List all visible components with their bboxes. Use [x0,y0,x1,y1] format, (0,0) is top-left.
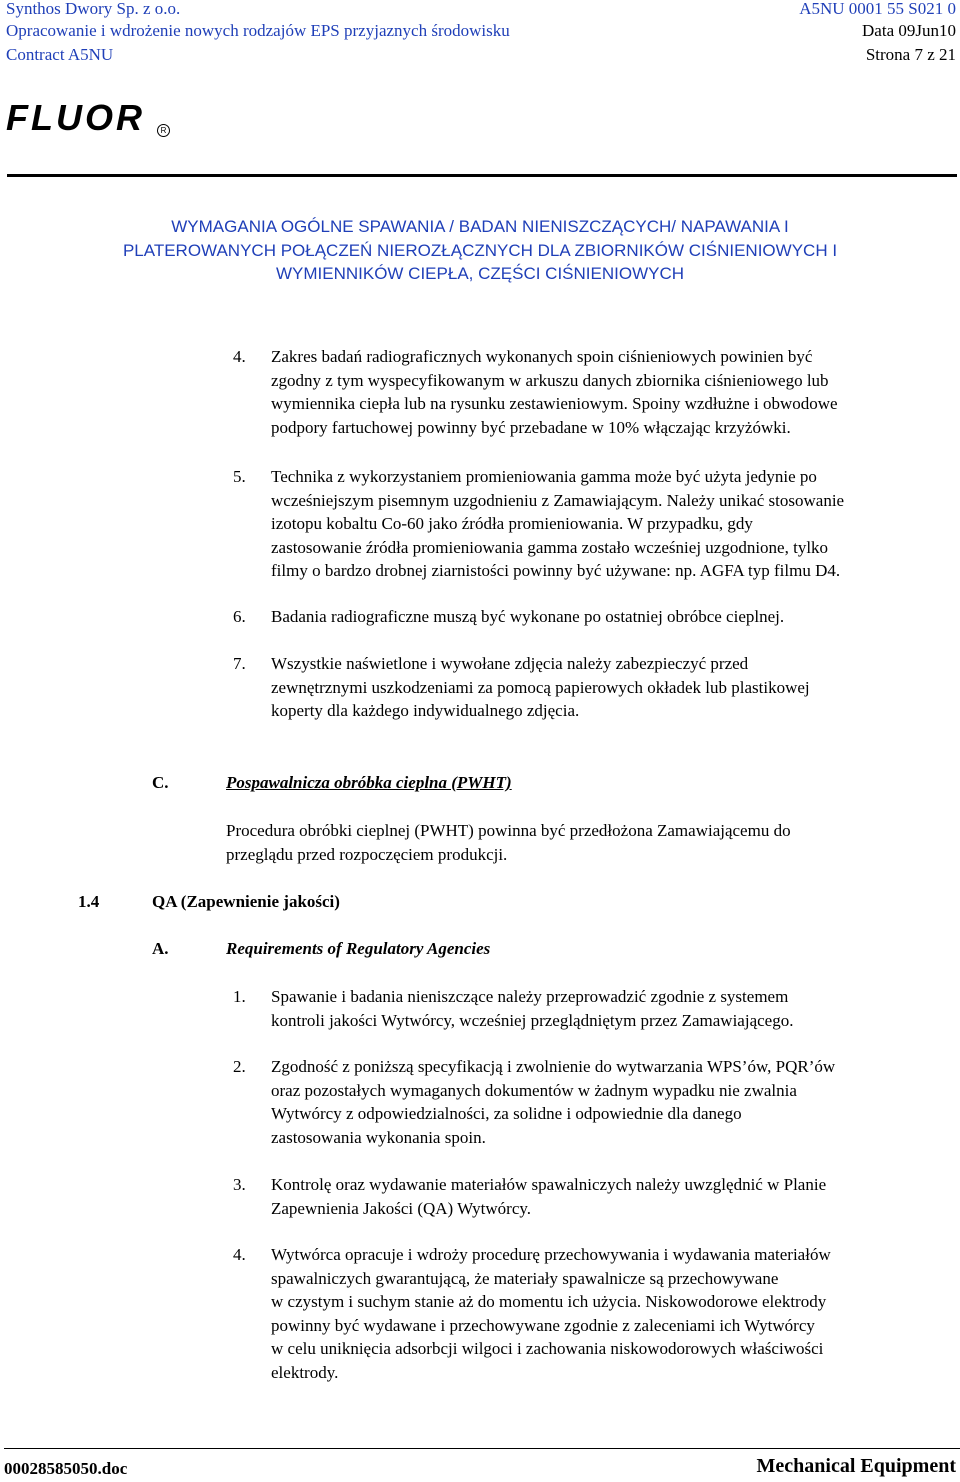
list-item-text-line: Kontrolę oraz wydawanie materiałów spawalniczych należy uwzględnić w Planie [271,1175,827,1194]
section-a-letter: A. [152,939,169,958]
list-item-text-line: podpory fartuchowej powinny być przebadane w 10% włączając krzyżówki. [271,417,791,437]
section-c-letter: C. [152,773,169,792]
list-item-text-line: Spawanie i badania nieniszczące należy przeprowadzić zgodnie z systemem [271,987,789,1006]
list-item-text-line: izotopu kobaltu Co-60 jako źródła promieniowania. W przypadku, gdy [271,514,753,533]
header-project: Opracowanie i wdrożenie nowych rodzajów EPS przyjaznych środowisku [6,21,510,40]
section-c-heading: Pospawalnicza obróbka cieplna (PWHT) [226,773,512,792]
list-item-text-line: zastosowania wykonania spoin. [271,1127,486,1147]
list-item-text-line: zastosowanie źródła promieniowania gamma zostało wcześniej uzgodnione, tylko [271,537,829,557]
list-item-text-line: spawalniczych gwarantującą, że materiały spawalnicze są przechowywane [271,1268,779,1288]
section-c-text-line2: przeglądu przed rozpoczęciem produkcji. [226,845,508,864]
section-1-4-number: 1.4 [78,892,100,911]
header-date: Data 09Jun10 [862,21,956,40]
list-item-text-line: Technika z wykorzystaniem promieniowania gamma może być użyta jedynie po [271,467,817,486]
list-item-number: 4. [233,347,246,366]
document-title-line2: PLATEROWANYCH POŁĄCZEŃ NIEROZŁĄCZNYCH DLA ZBIORNIKÓW CIŚNIENIOWYCH I [122,241,838,260]
fluor-logo: FLUOR [6,97,145,138]
section-c-text-line1: Procedura obróbki cieplnej (PWHT) powinna być przedłożona Zamawiającemu do [226,821,791,840]
list-item-text-line: Wytwórca opracuje i wdroży procedurę przechowywania i wydawania materiałów [271,1245,831,1264]
list-item-text-line: wymiennika ciepła lub na rysunku zestawieniowym. Spoiny wzdłużne i obwodowe [271,394,838,413]
list-item-text-line: wcześniejszym pisemnym uzgodnieniu z Zamawiającym. Należy unikać stosowanie [271,490,845,510]
header-company: Synthos Dwory Sp. z o.o. [6,0,181,18]
list-item-text-line: elektrody. [271,1362,339,1382]
header-divider [7,174,957,177]
header-contract: Contract A5NU [6,45,114,64]
list-item-number: 2. [233,1057,246,1076]
list-item-text-line: w czystym i suchym stanie aż do momentu ich użycia. Niskowodorowe elektrody [271,1292,827,1311]
list-item-text-line: Zakres badań radiograficznych wykonanych spoin ciśnieniowych powinien być [271,347,813,366]
document-title-line3: WYMIENNIKÓW CIEPŁA, CZĘŚCI CIŚNIENIOWYCH [275,264,685,283]
header-page: Strona 7 z 21 [865,45,956,64]
list-item-number: 4. [233,1245,246,1264]
list-item-text-line: Badania radiograficzne muszą być wykonane po ostatniej obróbce cieplnej. [271,607,785,626]
list-item-text-line: Zgodność z poniższą specyfikacją i zwolnienie do wytwarzania WPS’ów, PQR’ów [271,1057,836,1076]
footer-divider [4,1448,960,1449]
registered-mark-icon: R [157,124,170,137]
list-item-text-line: zewnętrznymi uszkodzeniami za pomocą papierowych okładek lub plastikowej [271,677,810,697]
list-item-text-line: Wszystkie naświetlone i wywołane zdjęcia należy zabezpieczyć przed [271,654,749,673]
document-title-line1: WYMAGANIA OGÓLNE SPAWANIA / BADAN NIENISZCZĄCYCH/ NAPAWANIA I [171,217,789,236]
list-item-text-line: filmy o bardzo drobnej ziarnistości powinny być używane: np. AGFA typ filmu D4. [271,561,841,580]
list-item-text-line: powinny być wydawane i przechowywane zgodnie z zaleceniami ich Wytwórcy [271,1315,815,1335]
list-item-text-line: w celu uniknięcia adsorbcji wilgoci i zachowania niskowodorowych właściwości [271,1339,824,1358]
list-item-text-line: oraz pozostałych wymaganych dokumentów w żadnym wypadku nie zwalnia [271,1080,797,1100]
list-item-number: 7. [233,654,246,673]
section-a-heading: Requirements of Regulatory Agencies [226,939,491,958]
list-item-number: 6. [233,607,246,626]
section-1-4-heading: QA (Zapewnienie jakości) [152,892,340,911]
list-item-text-line: kontroli jakości Wytwórcy, wcześniej przeglądniętym przez Zamawiającego. [271,1010,794,1030]
list-item-text-line: Zapewnienia Jakości (QA) Wytwórcy. [271,1198,532,1218]
list-item-number: 3. [233,1175,246,1194]
list-item-number: 1. [233,987,246,1006]
list-item-text-line: koperty dla każdego indywidualnego zdjęcia. [271,701,580,720]
list-item-number: 5. [233,467,246,486]
footer-filename: 00028585050.doc [4,1459,128,1478]
list-item-text-line: Wytwórcy z odpowiedzialności, za solidne i odpowiednie dla danego [271,1104,742,1123]
footer-discipline: Mechanical Equipment [756,1455,956,1477]
list-item-text-line: zgodny z tym wyspecyfikowanym w arkuszu danych zbiornika ciśnieniowego lub [271,370,829,390]
header-doc-number: A5NU 0001 55 S021 0 [799,0,956,18]
